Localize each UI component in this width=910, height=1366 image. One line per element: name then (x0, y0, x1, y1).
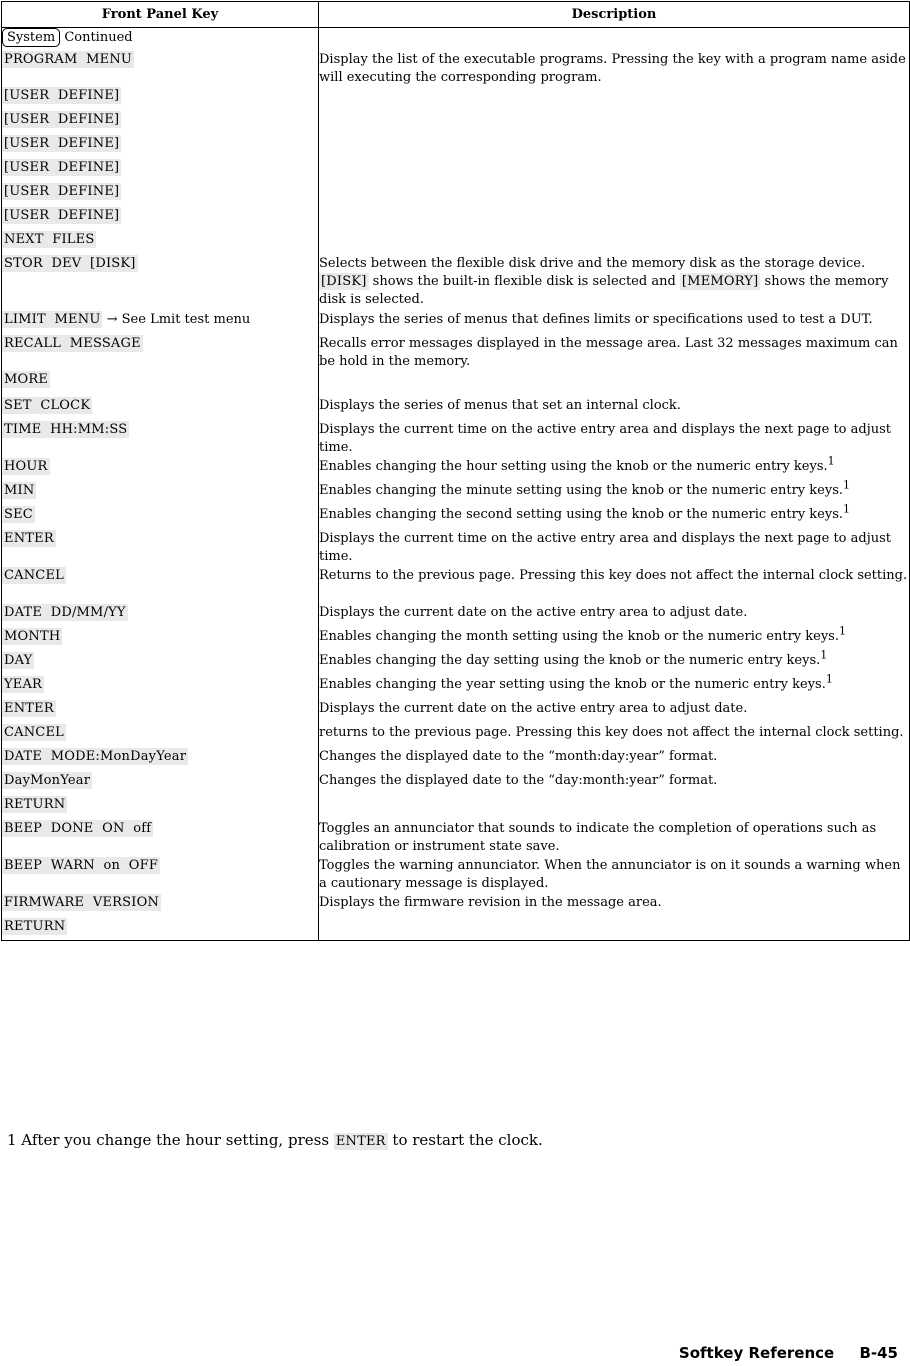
table-row (2, 530, 910, 567)
key-cell (2, 111, 319, 135)
inline-softkey: [MEMORY] (681, 274, 759, 289)
key-cell (2, 335, 319, 371)
description-cell (319, 311, 910, 335)
description-text: Displays the firmware revision in the message area. (319, 895, 662, 910)
description-text: Recalls error messages displayed in the message area. Last 32 messages maximum can be hold in the memory. (319, 336, 898, 369)
key-cell (2, 506, 319, 530)
softkey-label[interactable]: [USER DEFINE] (4, 112, 120, 127)
table-row (2, 135, 910, 159)
description-text: returns to the previous page. Pressing this key does not affect the internal clock setting. (319, 725, 904, 740)
table-row (2, 397, 910, 421)
description-cell (319, 207, 910, 231)
softkey-label[interactable]: MIN (4, 483, 35, 498)
description-cell (319, 335, 910, 371)
table-body (2, 28, 910, 941)
description-cell (319, 772, 910, 796)
description-text: Displays the series of menus that defines limits or specifications used to test a DUT. (319, 312, 873, 327)
key-cell (2, 28, 319, 52)
key-cell (2, 135, 319, 159)
description-cell (319, 700, 910, 724)
description-cell (319, 159, 910, 183)
table-row (2, 604, 910, 628)
softkey-label[interactable]: ENTER (4, 701, 54, 716)
description-cell (319, 371, 910, 397)
table-row (2, 311, 910, 335)
table-row (2, 371, 910, 397)
key-cell (2, 183, 319, 207)
description-cell (319, 135, 910, 159)
softkey-label[interactable]: RECALL MESSAGE (4, 336, 141, 351)
key-cell (2, 530, 319, 567)
key-cell (2, 652, 319, 676)
table-row (2, 421, 910, 458)
footnote-marker: 1 (825, 672, 833, 686)
softkey-label[interactable]: PROGRAM MENU (4, 52, 133, 67)
key-cell (2, 820, 319, 857)
key-note: → See Lmit test menu (106, 312, 251, 327)
description-text: Returns to the previous page. Pressing this key does not affect the internal clock setting. (319, 568, 908, 583)
description-cell (319, 454, 910, 482)
softkey-label[interactable]: STOR DEV [DISK] (4, 256, 136, 271)
key-cell (2, 311, 319, 335)
table-row (2, 159, 910, 183)
key-cell (2, 458, 319, 482)
footnote-marker: 1 (843, 478, 850, 492)
table-row (2, 796, 910, 820)
table-row (2, 28, 910, 52)
description-cell (319, 748, 910, 772)
description-text: Changes the displayed date to the “day:month:year” format. (319, 773, 718, 788)
table-row (2, 207, 910, 231)
footnote-marker: 1 (820, 648, 828, 662)
softkey-label[interactable]: CANCEL (4, 568, 64, 583)
softkey-label[interactable]: SEC (4, 507, 33, 522)
header-description: Description (319, 2, 910, 28)
key-cell (2, 159, 319, 183)
softkey-label[interactable]: HOUR (4, 459, 48, 474)
description-cell (319, 796, 910, 820)
description-text: Displays the current date on the active entry area to adjust date. (319, 605, 748, 620)
softkey-label[interactable]: MONTH (4, 629, 61, 644)
description-text: Toggles the warning annunciator. When the annunciator is on it sounds a warning when a cautionary message is displayed. (319, 858, 901, 891)
key-cell (2, 700, 319, 724)
description-cell (319, 672, 910, 700)
softkey-label[interactable]: [USER DEFINE] (4, 208, 120, 223)
page-number: B-45 (859, 1344, 898, 1362)
description-text: shows the memory disk is selected. (319, 274, 893, 307)
softkey-label[interactable]: [USER DEFINE] (4, 88, 120, 103)
footnote-enter-key[interactable]: ENTER (335, 1134, 386, 1149)
description-text: Display the list of the executable programs. Pressing the key with a program name aside will executing the corresponding program. (319, 52, 906, 85)
softkey-label[interactable]: BEEP WARN on OFF (4, 858, 159, 873)
softkey-label[interactable]: RETURN (4, 919, 66, 934)
description-text: Displays the current time on the active entry area and displays the next page to adjust time. (319, 531, 892, 564)
key-cell (2, 397, 319, 421)
softkey-label[interactable]: RETURN (4, 797, 66, 812)
key-cell (2, 371, 319, 397)
key-cell (2, 748, 319, 772)
key-cell (2, 796, 319, 820)
softkey-label[interactable]: DayMonYear (4, 773, 91, 788)
key-cell (2, 255, 319, 311)
key-cell (2, 676, 319, 700)
key-cell (2, 918, 319, 941)
footnote (7, 1131, 543, 1150)
description-cell (319, 421, 910, 458)
table-row (2, 748, 910, 772)
description-text: Enables changing the hour setting using the knob or the numeric entry keys. (319, 459, 828, 474)
description-cell (319, 87, 910, 111)
key-cell (2, 421, 319, 458)
description-text: Enables changing the second setting using the knob or the numeric entry keys. (319, 507, 844, 522)
key-cell (2, 894, 319, 918)
description-cell (319, 857, 910, 894)
softkey-table (1, 1, 910, 941)
description-cell (319, 231, 910, 255)
description-cell (319, 255, 910, 311)
description-cell (319, 111, 910, 135)
softkey-label[interactable]: SET CLOCK (4, 398, 91, 413)
table-row (2, 87, 910, 111)
table-row (2, 482, 910, 506)
key-cell (2, 604, 319, 628)
softkey-label[interactable]: MORE (4, 372, 49, 387)
description-text: Displays the current date on the active entry area to adjust date. (319, 701, 748, 716)
description-cell (319, 51, 910, 87)
table-row (2, 857, 910, 894)
table-row (2, 772, 910, 796)
table-row (2, 700, 910, 724)
softkey-label[interactable]: TIME HH:MM:SS (4, 422, 128, 437)
table-row (2, 458, 910, 482)
description-cell (319, 894, 910, 918)
key-cell (2, 231, 319, 255)
description-cell (319, 918, 910, 941)
description-cell (319, 502, 910, 530)
description-text: Displays the current time on the active entry area and displays the next page to adjust time. (319, 422, 892, 455)
softkey-label[interactable]: ENTER (4, 531, 54, 546)
description-text: Enables changing the day setting using the knob or the numeric entry keys. (319, 653, 821, 668)
description-cell (319, 567, 910, 604)
description-text: shows the built-in flexible disk is selected and (368, 274, 680, 289)
table-header-row (2, 2, 910, 28)
key-cell (2, 772, 319, 796)
softkey-label[interactable]: [USER DEFINE] (4, 160, 120, 175)
table-row (2, 820, 910, 857)
description-cell (319, 478, 910, 506)
softkey-label[interactable]: [USER DEFINE] (4, 184, 120, 199)
description-cell (319, 724, 910, 748)
softkey-label[interactable]: BEEP DONE ON off (4, 821, 152, 836)
description-text: Displays the series of menus that set an internal clock. (319, 398, 681, 413)
softkey-label[interactable]: DAY (4, 653, 33, 668)
description-text: Selects between the flexible disk drive and the memory disk as the storage device. (319, 256, 870, 271)
table-row (2, 231, 910, 255)
hardkey-system[interactable]: System (2, 28, 60, 47)
table-row (2, 918, 910, 941)
description-text: Toggles an annunciator that sounds to indicate the completion of operations such as calibration or instrument state save. (319, 821, 877, 854)
description-cell (319, 530, 910, 567)
footnote-marker: 1 (827, 454, 835, 468)
table-row (2, 335, 910, 371)
description-cell (319, 648, 910, 676)
softkey-label[interactable]: YEAR (4, 677, 43, 692)
description-text: Enables changing the month setting using the knob or the numeric entry keys. (319, 629, 839, 644)
description-cell (319, 820, 910, 857)
footnote-marker: 1 (838, 624, 846, 638)
softkey-label[interactable]: [USER DEFINE] (4, 136, 120, 151)
description-text: Enables changing the minute setting using the knob or the numeric entry keys. (319, 483, 843, 498)
softkey-label[interactable]: DATE DD/MM/YY (4, 605, 126, 620)
key-cell (2, 87, 319, 111)
footnote-text-before: 1 After you change the hour setting, press (7, 1131, 330, 1149)
key-cell (2, 857, 319, 894)
footer-title: Softkey Reference (678, 1344, 835, 1362)
table-row (2, 894, 910, 918)
table-row (2, 724, 910, 748)
inline-softkey: [DISK] (321, 274, 367, 289)
key-cell (2, 207, 319, 231)
key-cell (2, 724, 319, 748)
key-cell (2, 567, 319, 604)
softkey-label[interactable]: CANCEL (4, 725, 64, 740)
softkey-label[interactable]: NEXT FILES (4, 232, 95, 247)
softkey-label[interactable]: LIMIT MENU (4, 312, 101, 327)
table-row (2, 676, 910, 700)
table-row (2, 506, 910, 530)
page-footer (679, 1344, 898, 1362)
description-text: Enables changing the year setting using the knob or the numeric entry keys. (319, 677, 826, 692)
softkey-label[interactable]: FIRMWARE VERSION (4, 895, 160, 910)
description-cell (319, 397, 910, 421)
description-text: Changes the displayed date to the “month:day:year” format. (319, 749, 718, 764)
softkey-label[interactable]: DATE MODE:MonDayYear (4, 749, 187, 764)
table-row (2, 255, 910, 311)
table-row (2, 111, 910, 135)
header-front-panel-key: Front Panel Key (2, 2, 319, 28)
description-cell (319, 604, 910, 628)
table-row (2, 51, 910, 87)
description-cell (319, 28, 910, 52)
footnote-marker: 1 (843, 502, 851, 516)
table-row (2, 652, 910, 676)
footnote-text-after: to restart the clock. (392, 1131, 543, 1149)
key-cell (2, 482, 319, 506)
key-cell (2, 628, 319, 652)
key-note: Continued (64, 30, 133, 45)
table-row (2, 183, 910, 207)
table-row (2, 628, 910, 652)
description-cell (319, 183, 910, 207)
table-row (2, 567, 910, 604)
key-cell (2, 51, 319, 87)
